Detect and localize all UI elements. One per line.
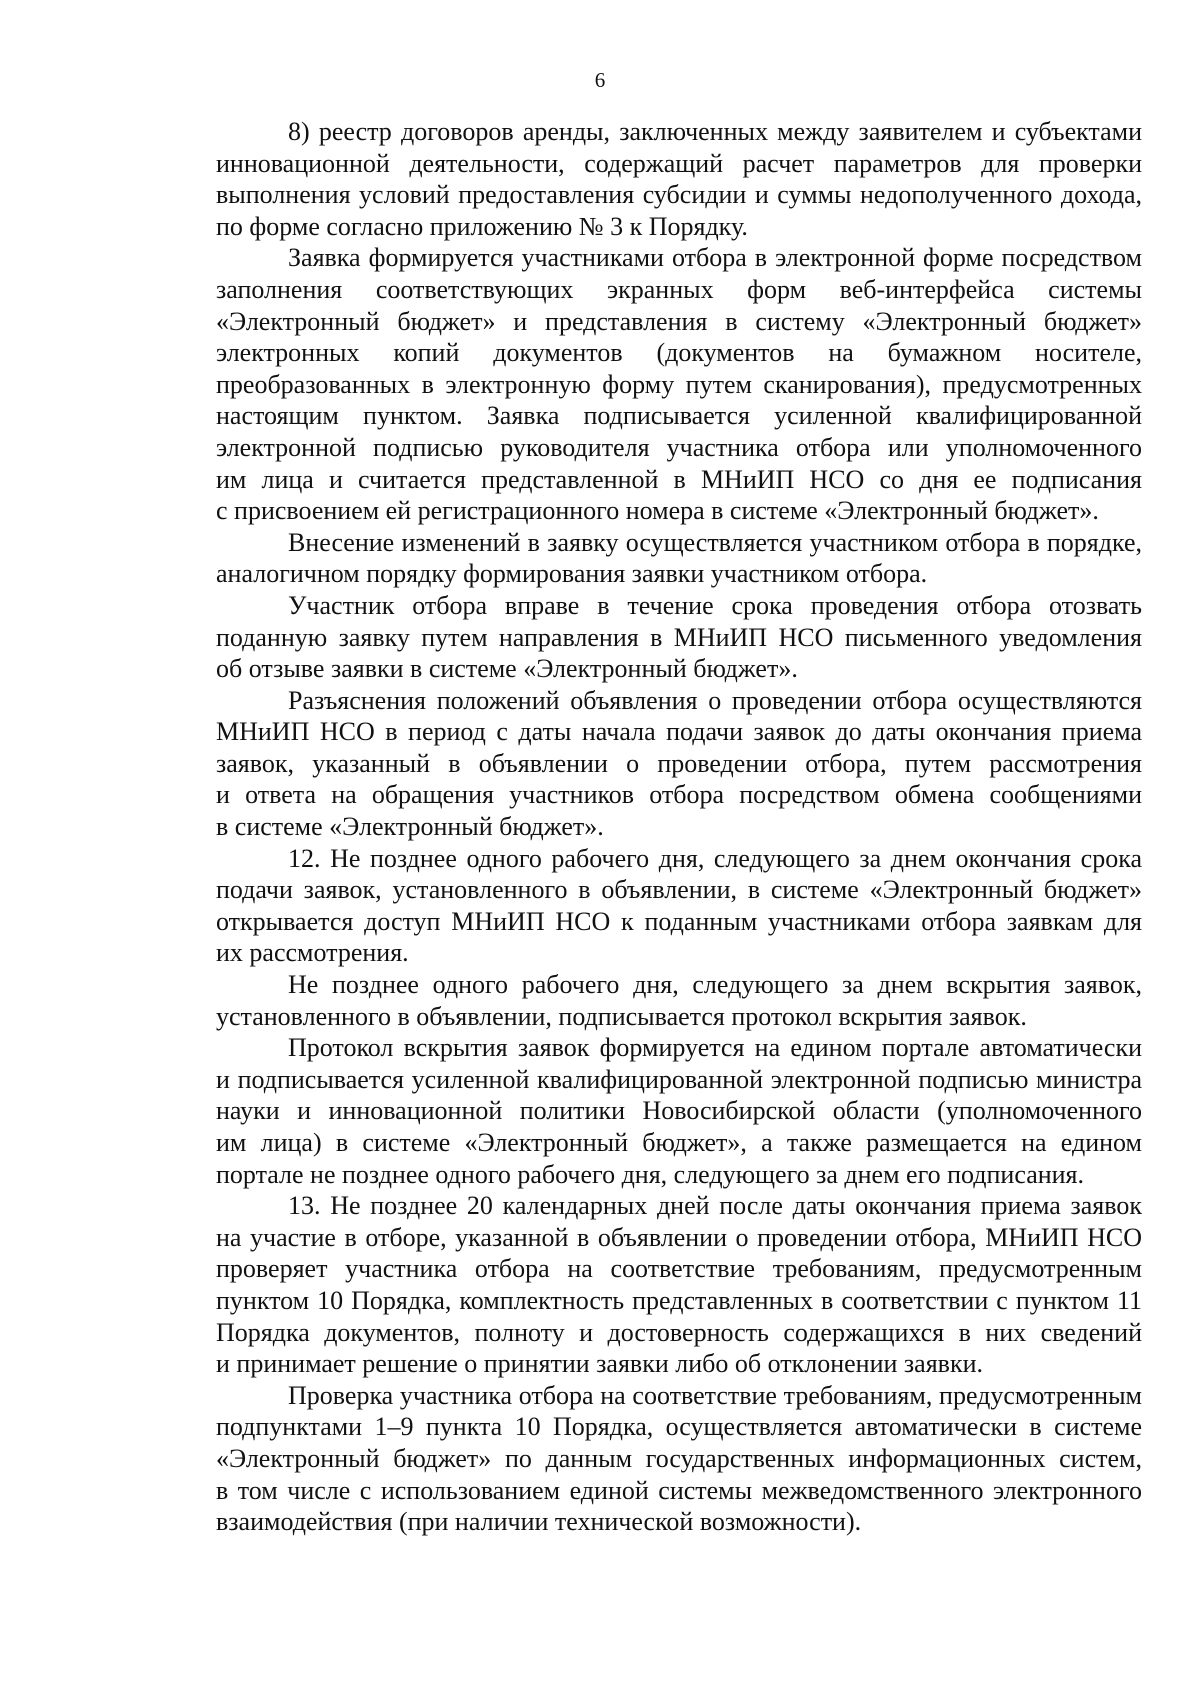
text-line: пунктом 10 Порядка, комплектность представленных в соответствии с пунктом 11 xyxy=(216,1285,1142,1315)
text-line: открывается доступ МНиИП НСО к поданным участниками отбора заявкам для xyxy=(216,906,1142,936)
document-body xyxy=(144,116,1142,1538)
text-line: подпунктами 1–9 пункта 10 Порядка, осуществляется автоматически в системе xyxy=(216,1412,1142,1442)
text-line: и ответа на обращения участников отбора посредством обмена сообщениями xyxy=(216,780,1142,810)
text-line: Протокол вскрытия заявок формируется на едином портале автоматически xyxy=(288,1033,1142,1063)
text-line: Порядка документов, полноту и достоверность содержащихся в них сведений xyxy=(216,1317,1142,1347)
text-line: «Электронный бюджет» и представления в систему «Электронный бюджет» xyxy=(216,306,1142,336)
text-line: настоящим пунктом. Заявка подписывается усиленной квалифицированной xyxy=(216,401,1142,431)
text-line: портале не позднее одного рабочего дня, следующего за днем его подписания. xyxy=(216,1159,1085,1189)
text-line: Участник отбора вправе в течение срока проведения отбора отозвать xyxy=(288,590,1142,620)
text-line: науки и инновационной политики Новосибирской области (уполномоченного xyxy=(216,1096,1142,1126)
paragraph xyxy=(144,116,1142,242)
text-line: проверяет участника отбора на соответствие требованиям, предусмотренным xyxy=(216,1254,1142,1284)
text-line: и принимает решение о принятии заявки либо об отклонении заявки. xyxy=(216,1349,983,1379)
text-line: Проверка участника отбора на соответствие требованиям, предусмотренным xyxy=(288,1380,1142,1410)
text-line: Не позднее одного рабочего дня, следующего за днем вскрытия заявок, xyxy=(288,970,1142,1000)
text-line: преобразованных в электронную форму путем сканирования), предусмотренных xyxy=(216,369,1142,399)
text-line: на участие в отборе, указанной в объявлении о проведении отбора, МНиИП НСО xyxy=(216,1222,1142,1252)
paragraph xyxy=(144,969,1142,1032)
paragraph xyxy=(144,1032,1142,1190)
paragraph xyxy=(144,685,1142,843)
text-line: им лица и считается представленной в МНиИП НСО со дня ее подписания xyxy=(216,464,1142,494)
text-line: Разъяснения положений объявления о проведении отбора осуществляются xyxy=(288,685,1142,715)
paragraph xyxy=(144,242,1142,526)
text-line: заявок, указанный в объявлении о проведении отбора, путем рассмотрения xyxy=(216,748,1142,778)
text-line: МНиИП НСО в период с даты начала подачи заявок до даты окончания приема xyxy=(216,717,1142,747)
text-line: их рассмотрения. xyxy=(216,938,409,968)
text-line: выполнения условий предоставления субсидии и суммы недополученного дохода, xyxy=(216,180,1142,210)
text-line: по форме согласно приложению № 3 к Порядку. xyxy=(216,211,748,241)
text-line: установленного в объявлении, подписывается протокол вскрытия заявок. xyxy=(216,1001,1027,1031)
page-number: 6 xyxy=(594,68,606,92)
text-line: об отзыве заявки в системе «Электронный бюджет». xyxy=(216,654,798,684)
paragraph xyxy=(144,843,1142,969)
text-line: Внесение изменений в заявку осуществляется участником отбора в порядке, xyxy=(288,527,1142,557)
text-line: инновационной деятельности, содержащий расчет параметров для проверки xyxy=(216,148,1142,178)
paragraph xyxy=(144,527,1142,590)
text-line: подачи заявок, установленного в объявлении, в системе «Электронный бюджет» xyxy=(216,875,1142,905)
text-line: и подписывается усиленной квалифицированной электронной подписью министра xyxy=(216,1064,1142,1094)
text-line: электронной подписью руководителя участника отбора или уполномоченного xyxy=(216,432,1142,462)
text-line: им лица) в системе «Электронный бюджет», а также размещается на едином xyxy=(216,1128,1142,1157)
text-line: 12. Не позднее одного рабочего дня, следующего за днем окончания срока xyxy=(288,843,1142,873)
paragraph xyxy=(144,1190,1142,1380)
text-line: взаимодействия (при наличии технической возможности). xyxy=(216,1507,862,1537)
text-line: в том числе с использованием единой системы межведомственного электронного xyxy=(216,1475,1142,1505)
text-line: в системе «Электронный бюджет». xyxy=(216,812,604,842)
paragraph xyxy=(144,1380,1142,1538)
text-line: 13. Не позднее 20 календарных дней после даты окончания приема заявок xyxy=(288,1191,1142,1221)
text-line: с присвоением ей регистрационного номера в системе «Электронный бюджет». xyxy=(216,496,1099,526)
text-line: «Электронный бюджет» по данным государственных информационных систем, xyxy=(216,1443,1142,1473)
text-line: поданную заявку путем направления в МНиИП НСО письменного уведомления xyxy=(216,622,1142,652)
text-line: 8) реестр договоров аренды, заключенных между заявителем и субъектами xyxy=(288,117,1142,146)
text-line: аналогичном порядку формирования заявки участником отбора. xyxy=(216,559,928,589)
text-line: электронных копий документов (документов на бумажном носителе, xyxy=(216,338,1142,368)
text-line: Заявка формируется участниками отбора в электронной форме посредством xyxy=(288,243,1142,273)
text-line: заполнения соответствующих экранных форм веб-интерфейса системы xyxy=(216,274,1142,304)
paragraph xyxy=(144,590,1142,685)
